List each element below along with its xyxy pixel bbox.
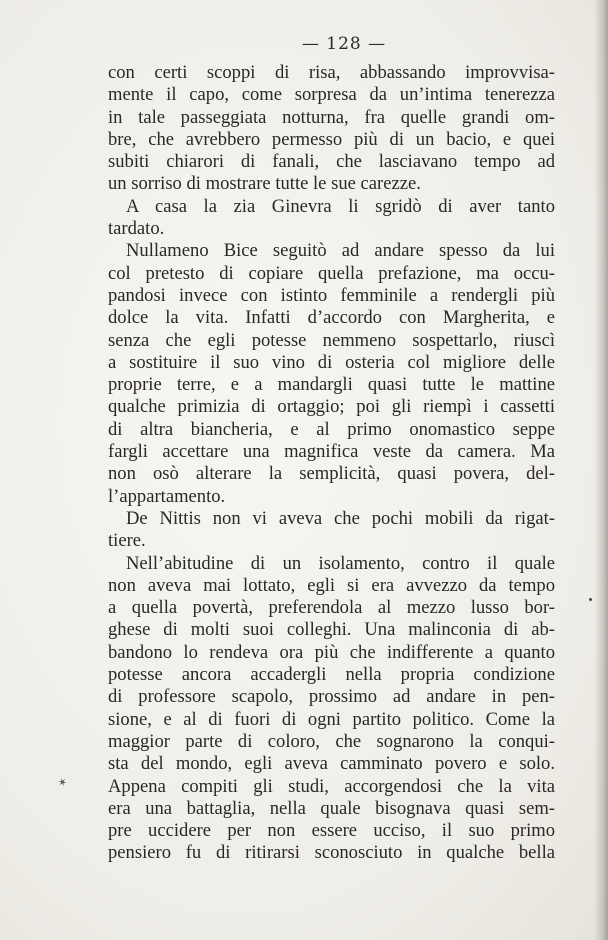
text-line: senza che egli potesse nemmeno sospettarlo, riuscì	[108, 329, 555, 351]
text-line: in tale passeggiata notturna, fra quelle grandi om-	[108, 106, 555, 128]
body-text	[108, 62, 555, 865]
text-line: di altra biancheria, e al primo onomastico seppe	[108, 418, 555, 440]
text-line: ghese di molti suoi colleghi. Una malinconia di ab-	[108, 619, 555, 641]
text-line: a quella povertà, preferendola al mezzo lusso bor-	[108, 597, 555, 619]
text-line: l’appartamento.	[108, 485, 226, 507]
text-line: sione, e al di fuori di ogni partito politico. Come la	[108, 708, 555, 730]
text-line: col pretesto di copiare quella prefazione, ma occu-	[108, 262, 555, 284]
text-line: Nell’abitudine di un isolamento, contro il quale	[126, 552, 555, 574]
text-line: a sostituire il suo vino di osteria col migliore delle	[108, 351, 555, 373]
text-line: Nullameno Bice seguitò ad andare spesso da lui	[126, 240, 555, 262]
page-number: — 128 —	[301, 34, 387, 54]
margin-dot	[589, 598, 592, 601]
text-line: di professore scapolo, prossimo ad andare in pen-	[108, 686, 555, 708]
text-line: bandono lo rendeva ora più che indifferente a quanto	[108, 641, 555, 663]
text-line: tardato.	[108, 218, 165, 240]
text-line: maggior parte di coloro, che sognarono la conqui-	[108, 730, 555, 752]
text-line: dolce la vita. Infatti d’accordo con Margherita, e	[108, 307, 555, 329]
text-line: pandosi invece con istinto femminile a rendergli più	[108, 284, 555, 306]
text-line: A casa la zia Ginevra li sgridò di aver tanto	[126, 195, 555, 217]
text-line: subiti chiarori di fanali, che lasciavano tempo ad	[108, 151, 555, 173]
text-line: non aveva mai lottato, egli si era avvezzo da tempo	[108, 574, 555, 596]
text-line: pre uccidere per non essere ucciso, il suo primo	[108, 820, 555, 842]
text-line: non osò alterare la semplicità, quasi povera, del-	[108, 463, 555, 485]
text-line: mente il capo, come sorpresa da un’intima tenerezza	[108, 84, 555, 106]
text-line: era una battaglia, nella quale bisognava quasi sem-	[108, 797, 555, 819]
stray-ink-mark: ✶	[56, 774, 70, 791]
text-line: De Nittis non vi aveva che pochi mobili da rigat-	[126, 507, 555, 529]
text-line: pensiero fu di ritirarsi sconosciuto in qualche bella	[108, 842, 555, 864]
text-line: qualche primizia di ortaggio; poi gli riempì i cassetti	[108, 396, 555, 418]
text-line: sta del mondo, egli aveva camminato povero e solo.	[108, 753, 555, 775]
text-line: bre, che avrebbero permesso più di un bacio, e quei	[108, 128, 555, 150]
text-line: un sorriso di mostrare tutte le sue carezze.	[108, 173, 421, 195]
text-line: con certi scoppi di risa, abbassando improvvisa-	[108, 62, 555, 83]
text-line: tiere.	[108, 530, 146, 552]
text-line: Appena compiti gli studi, accorgendosi che la vita	[108, 775, 555, 797]
page-edge-shadow	[594, 0, 608, 940]
text-line: proprie terre, e a mandargli quasi tutte le mattine	[108, 374, 555, 396]
text-line: fargli accettare una magnifica veste da camera. Ma	[108, 441, 555, 463]
text-line: potesse ancora accadergli nella propria condizione	[108, 664, 555, 686]
